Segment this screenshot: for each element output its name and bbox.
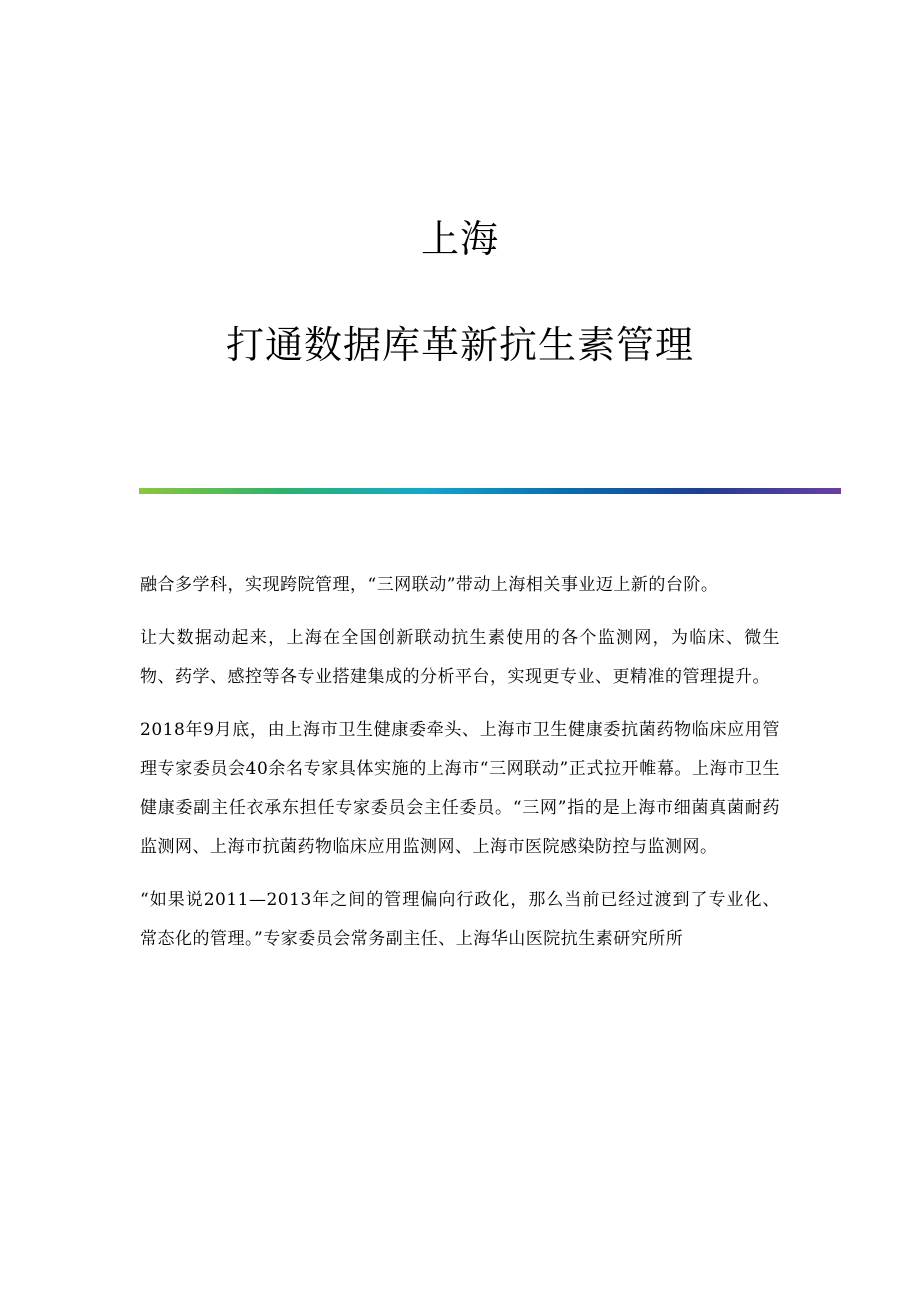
paragraph: 2018年9月底，由上海市卫生健康委牵头、上海市卫生健康委抗菌药物临床应用管理专家委员会40余名专家具体实施的上海市“三网联动”正式拉开帷幕。上海市卫生健康委副主任衣承东担任专家委员会主任委员。“三网”指的是上海市细菌真菌耐药监测网、上海市抗菌药物临床应用监测网、上海市医院感染防控与监测网。 [140,720,780,857]
paragraph: “如果说2011—2013年之间的管理偏向行政化，那么当前已经过渡到了专业化、常态化的管理。”专家委员会常务副主任、上海华山医院抗生素研究所所 [140,890,780,949]
title-location: 上海 [420,217,499,261]
paragraph: 让大数据动起来，上海在全国创新联动抗生素使用的各个监测网，为临床、微生物、药学、感控等各专业搭建集成的分析平台，实现更专业、更精准的管理提升。 [140,628,780,687]
paragraph: 融合多学科，实现跨院管理，“三网联动”带动上海相关事业迈上新的台阶。 [140,575,719,595]
page-title: 打通数据库革新抗生素管理 [225,323,694,367]
article-body [140,566,780,973]
gradient-divider [139,488,841,494]
